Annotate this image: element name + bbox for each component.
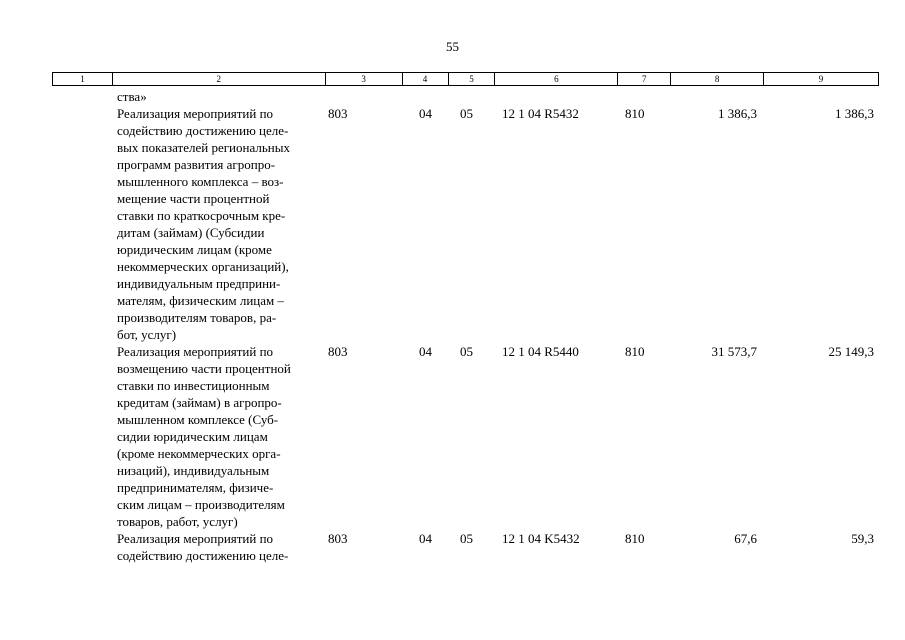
page-number: 55	[446, 39, 459, 54]
column-header-5: 5	[449, 73, 496, 85]
row-name-line: ским лицам – производителям	[117, 497, 285, 512]
row-name-line: (кроме некоммерческих орга-	[117, 446, 281, 461]
amount-1-cell: 31 573,7	[711, 344, 757, 359]
row-name-line: Реализация мероприятий по	[117, 344, 274, 359]
row-name-line: производителям товаров, ра-	[117, 310, 277, 325]
row-name-line: мателям, физическим лицам –	[117, 293, 284, 308]
table-row	[52, 530, 879, 564]
subsection-code-cell: 05	[460, 106, 473, 121]
row-name-cell	[112, 530, 325, 564]
row-name-line: товаров, работ, услуг)	[117, 514, 238, 529]
column-header-2: 2	[113, 73, 326, 85]
row-name-line: низаций), индивидуальным	[117, 463, 270, 478]
target-article-cell: 12 1 04 K5432	[502, 531, 580, 546]
row-name-line: вых показателей региональных	[117, 140, 290, 155]
row-name-line: содействию достижению целе-	[117, 548, 289, 563]
table-row	[52, 343, 879, 530]
column-header-7: 7	[618, 73, 671, 85]
row-name-line: мышленном комплексе (Суб-	[117, 412, 279, 427]
target-article-cell: 12 1 04 R5440	[502, 344, 579, 359]
table-row	[52, 105, 879, 343]
row-name-line: мещение части процентной	[117, 191, 270, 206]
table-header-row	[52, 72, 879, 86]
row-number-cell	[52, 530, 112, 564]
expense-type-cell: 810	[625, 344, 645, 359]
table-body	[52, 88, 879, 564]
subsection-code-cell: 05	[460, 344, 473, 359]
row-name-line: юридическим лицам (кроме	[117, 242, 272, 257]
row-name-line: индивидуальным предприни-	[117, 276, 281, 291]
row-number-cell	[52, 105, 112, 343]
section-code-cell: 04	[419, 344, 432, 359]
row-number-cell	[52, 343, 112, 530]
row-name-cell	[112, 105, 325, 343]
column-header-6: 6	[495, 73, 618, 85]
expense-type-cell: 810	[625, 106, 645, 121]
row-name-cell	[112, 343, 325, 530]
column-header-1: 1	[53, 73, 113, 85]
row-name-line: кредитам (займам) в агропро-	[117, 395, 282, 410]
row-name-line: содействию достижению целе-	[117, 123, 289, 138]
row-name-line: дитам (займам) (Субсидии	[117, 225, 265, 240]
subsection-code-cell: 05	[460, 531, 473, 546]
amount-2-cell: 1 386,3	[835, 106, 874, 121]
row-name-line: некоммерческих организаций),	[117, 259, 289, 274]
row-name-line: программ развития агропро-	[117, 157, 276, 172]
target-article-cell: 12 1 04 R5432	[502, 106, 579, 121]
row-name-line: ставки по краткосрочным кре-	[117, 208, 286, 223]
continued-text-fragment: ства»	[117, 89, 147, 104]
expense-type-cell: 810	[625, 531, 645, 546]
row-name-line: мышленного комплекса – воз-	[117, 174, 284, 189]
ministry-code-cell: 803	[328, 344, 348, 359]
row-name-line: возмещению части процентной	[117, 361, 291, 376]
row-name-line: Реализация мероприятий по	[117, 106, 274, 121]
amount-2-cell: 59,3	[851, 531, 874, 546]
section-code-cell: 04	[419, 531, 432, 546]
amount-2-cell: 25 149,3	[828, 344, 874, 359]
row-name-line: ставки по инвестиционным	[117, 378, 270, 393]
column-header-3: 3	[326, 73, 403, 85]
row-name-line: предпринимателям, физиче-	[117, 480, 274, 495]
column-header-4: 4	[403, 73, 449, 85]
column-header-8: 8	[671, 73, 764, 85]
ministry-code-cell: 803	[328, 531, 348, 546]
ministry-code-cell: 803	[328, 106, 348, 121]
amount-1-cell: 67,6	[734, 531, 757, 546]
section-code-cell: 04	[419, 106, 432, 121]
row-name-line: сидии юридическим лицам	[117, 429, 268, 444]
column-header-9: 9	[764, 73, 879, 85]
amount-1-cell: 1 386,3	[718, 106, 757, 121]
row-name-line: бот, услуг)	[117, 327, 177, 342]
row-name-line: Реализация мероприятий по	[117, 531, 274, 546]
